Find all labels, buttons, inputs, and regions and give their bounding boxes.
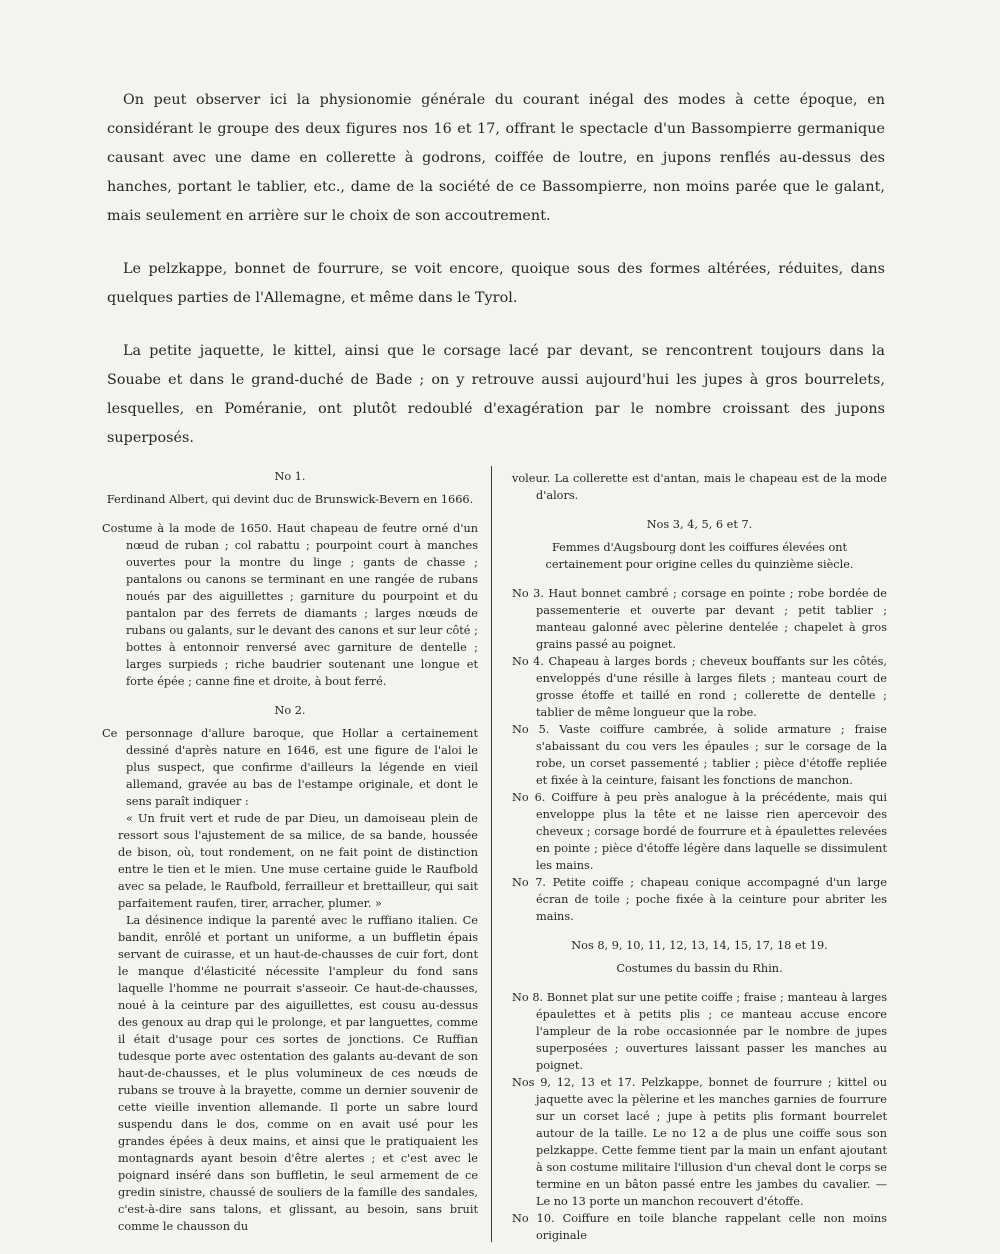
plate-2-continuation: voleur. La collerette est d'antan, mais le chapeau est de la mode d'alors. [512,472,887,502]
intro-paragraph-3: La petite jaquette, le kittel, ainsi que le corsage lacé par devant, se rencontrent toujours dans la Souabe et dans le grand-duché de Bade ; on y retrouve aussi aujourd'hui les jupes à gros bourrelets, lesquelles, en Poméranie, ont plutôt redoublé d'exagération par le nombre croissant des jupons superposés. [107,343,885,446]
plate-2-commentary: La désinence indique la parenté avec le ruffiano italien. Ce bandit, enrôlé et portant un uniforme, a un buffletin épais servant de cuirasse, et un haut-de-chausses de cuir fort, dont le manque d'élasticité nécessite l'ampleur du fond sans laquelle l'homme ne pourrait s'asseoir. Ce haut-de-chausses, noué à la ceinture par des aiguillettes, est cousu au-dessus des genoux au drap qui le prolonge, et par languettes, comme il était d'usage pour ces sortes de jonctions. Ce Ruffian tudesque porte avec ostentation des galants au-devant de son haut-de-chausses, et le plus volumineux de ces nœuds de rubans se trouve à la brayette, comme un dernier souvenir de cette vieille invention allemande. Il porte un sabre lourd suspendu dans le dos, comme on en avait usé pour les grandes épées à deux mains, et ainsi que le pratiquaient les montagnards ayant besoin d'être alertes ; et c'est avec le poignard inséré dans son buffletin, le seul armement de ce gredin sinistre, chaussé de souliers de la famille des sandales, c'est-à-dire sans talons, et glissant, au besoin, sans bruit comme le chausson du [118,914,478,1233]
plates-9-12-13-17-description: Nos 9, 12, 13 et 17. Pelzkappe, bonnet de fourrure ; kittel ou jaquette avec la pèlerine et les manches garnies de fourrure sur un corset lacé ; jupe à petits plis formant bourrelet autour de la taille. Le no 12 a de plus une coiffe sous son pelzkappe. Cette femme tient par la main un enfant ajoutant à son costume militaire l'illusion d'un cheval dont le corps se termine en un bâton passé entre les jambes du cavalier. — Le no 13 porte un manchon recouvert d'étoffe. [512,1076,887,1208]
plate-2-heading: No 2. [274,704,306,717]
plate-4-description: No 4. Chapeau à larges bords ; cheveux bouffants sur les côtés, enveloppés d'une résille à larges filets ; manteau court de grosse étoffe et taillé en rond ; collerette de dentelle ; tablier de même longueur que la robe. [512,655,887,719]
plate-3-description: No 3. Haut bonnet cambré ; corsage en pointe ; robe bordée de passementerie et ouverte par devant ; petit tablier ; manteau galonné avec pèlerine dentelée ; chapelet à gros grains passé au poignet. [512,587,887,651]
plates-8-19-heading: Nos 8, 9, 10, 11, 12, 13, 14, 15, 17, 18 et 19. [571,939,828,952]
plate-1-subtitle: Ferdinand Albert, qui devint duc de Brunswick-Bevern en 1666. [106,493,474,506]
plate-10-description: No 10. Coiffure en toile blanche rappelant celle non moins originale [512,1212,887,1242]
plate-1-description: Costume à la mode de 1650. Haut chapeau de feutre orné d'un nœud de ruban ; col rabattu ; pourpoint court à manches ouvertes pour la montre du linge ; gants de chasse ; pantalons ou canons se terminant en une rangée de rubans noués par des aiguillettes ; garniture du pourpoint et du pantalon par des ferrets de diamants ; larges nœuds de rubans ou galants, sur le devant des canons et sur leur côté ; bottes à entonnoir renversé avec garniture de dentelle ; larges surpieds ; riche baudrier soutenant une longue et forte épée ; canne fine et droite, à bout ferré. [102,522,478,688]
plates-3-7-subtitle: Femmes d'Augsbourg dont les coiffures élevées ont certainement pour origine celles du quinzième siècle. [545,541,854,571]
left-column [102,468,478,1235]
plate-6-description: No 6. Coiffure à peu près analogue à la précédente, mais qui enveloppe plus la tête et ne laisse rien apercevoir des cheveux ; corsage bordé de fourrure et à épaulettes relevées en pointe ; pièce d'étoffe légère dans laquelle se dissimulent les mains. [512,791,887,872]
intro-paragraph-2: Le pelzkappe, bonnet de fourrure, se voit encore, quoique sous des formes altérées, réduites, dans quelques parties de l'Allemagne, et même dans le Tyrol. [107,261,885,306]
plates-3-7-heading: Nos 3, 4, 5, 6 et 7. [646,518,753,531]
plate-5-description: No 5. Vaste coiffure cambrée, à solide armature ; fraise s'abaissant du cou vers les épaules ; sur le corsage de la robe, un corset passementé ; tablier ; pièce d'étoffe repliée et fixée à la ceinture, faisant les fonctions de manchon. [512,723,887,787]
intro-paragraph-1: On peut observer ici la physionomie générale du courant inégal des modes à cette époque, en considérant le groupe des deux figures nos 16 et 17, offrant le spectacle d'un Bassompierre germanique causant avec une dame en collerette à godrons, coiffée de loutre, en jupons renflés au-dessus des hanches, portant le tablier, etc., dame de la société de ce Bassompierre, non moins parée que le galant, mais seulement en arrière sur le choix de son accoutrement. [107,92,885,224]
plate-2-description: Ce personnage d'allure baroque, que Hollar a certainement dessiné d'après nature en 1646, est une figure de l'aloi le plus suspect, que confirme d'ailleurs la légende en vieil allemand, gravée au bas de l'estampe originale, et dont le sens paraît indiquer : [102,727,478,808]
plate-2-quote: « Un fruit vert et rude de par Dieu, un damoiseau plein de ressort sous l'ajustement de sa milice, de sa bande, houssée de bison, où, tout rondement, on ne fait point de distinction entre le tien et le mien. Une muse certaine guide le Raufbold avec sa pelade, le Raufbold, ferrailleur et brettailleur, qui sait parfaitement raufen, tirer, arracher, plumer. » [118,812,478,910]
intro-section [107,86,885,477]
plate-7-description: No 7. Petite coiffe ; chapeau conique accompagné d'un large écran de toile ; poche fixée à la ceinture pour abriter les mains. [512,876,887,923]
plates-8-19-subtitle: Costumes du bassin du Rhin. [616,962,783,975]
column-divider [491,466,492,1242]
plate-1-heading: No 1. [274,470,306,483]
plate-8-description: No 8. Bonnet plat sur une petite coiffe ; fraise ; manteau à larges épaulettes et à petits plis ; ce manteau accuse encore l'ampleur de la robe occasionnée par le nombre de jupes superposées ; ouvertures laissant passer les manches au poignet. [512,991,887,1072]
right-column [512,470,887,1244]
